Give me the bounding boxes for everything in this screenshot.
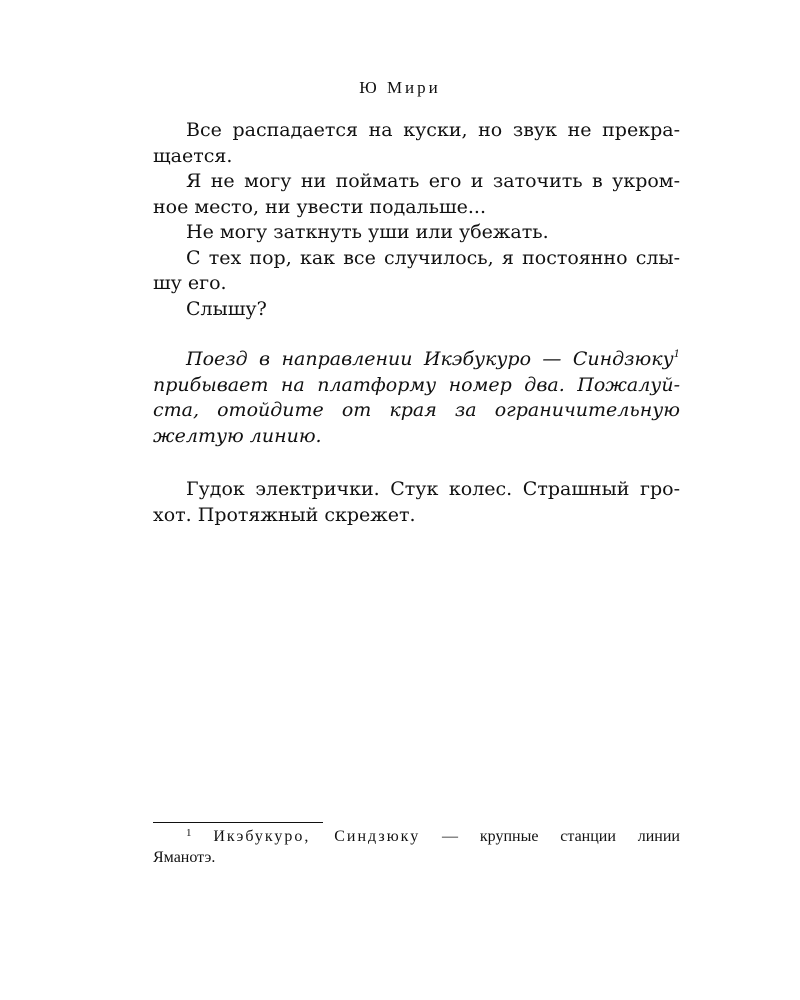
announcement-text: Поезд в направлении Икэбукуро — Синдзюку [186, 348, 674, 370]
paragraph [153, 169, 680, 220]
footnote-mark: 1 [186, 827, 192, 839]
paragraph-line: Слышу? [186, 297, 267, 320]
paragraph-line: щается. [153, 144, 233, 167]
station-announcement [153, 347, 680, 449]
paragraph-line: Все распадается на куски, но звук не прекра- [186, 119, 680, 141]
footnote-divider [153, 822, 323, 823]
paragraph [153, 118, 680, 169]
footnote-term: Икэбукуро, Синдзюку [213, 828, 421, 845]
footnote-line [153, 826, 680, 847]
paragraph-line: прибывает на платформу номер два. Пожалуй- [153, 373, 680, 396]
main-text [153, 118, 680, 322]
running-head: Ю Мири [359, 78, 441, 97]
paragraph [153, 347, 680, 449]
paragraph-line: хот. Протяжный скрежет. [153, 503, 416, 526]
footnote-reference: 1 [673, 349, 680, 360]
paragraph-line: Не могу заткнуть уши или убежать. [186, 221, 549, 243]
footnote-line: Яманотэ. [153, 849, 216, 866]
paragraph [153, 220, 680, 246]
footnote [153, 826, 680, 868]
closing-text [153, 477, 680, 528]
paragraph [153, 477, 680, 528]
paragraph-line: С тех пор, как все случилось, я постоянно слы- [186, 246, 680, 269]
paragraph-line: ное место, ни увести подальше... [153, 195, 486, 218]
paragraph-line: желтую линию. [153, 424, 322, 447]
paragraph [153, 246, 680, 297]
paragraph-line [153, 347, 680, 373]
paragraph-line: Я не могу ни поймать его и заточить в укром- [186, 170, 680, 192]
paragraph-line: ста, отойдите от края за ограничительную [153, 399, 680, 421]
paragraph-line: Гудок электрички. Стук колес. Страшный гро- [186, 478, 680, 500]
footnote-definition: — крупные станции линии [420, 828, 680, 845]
paragraph-line: шу его. [153, 272, 227, 294]
paragraph [153, 297, 680, 323]
